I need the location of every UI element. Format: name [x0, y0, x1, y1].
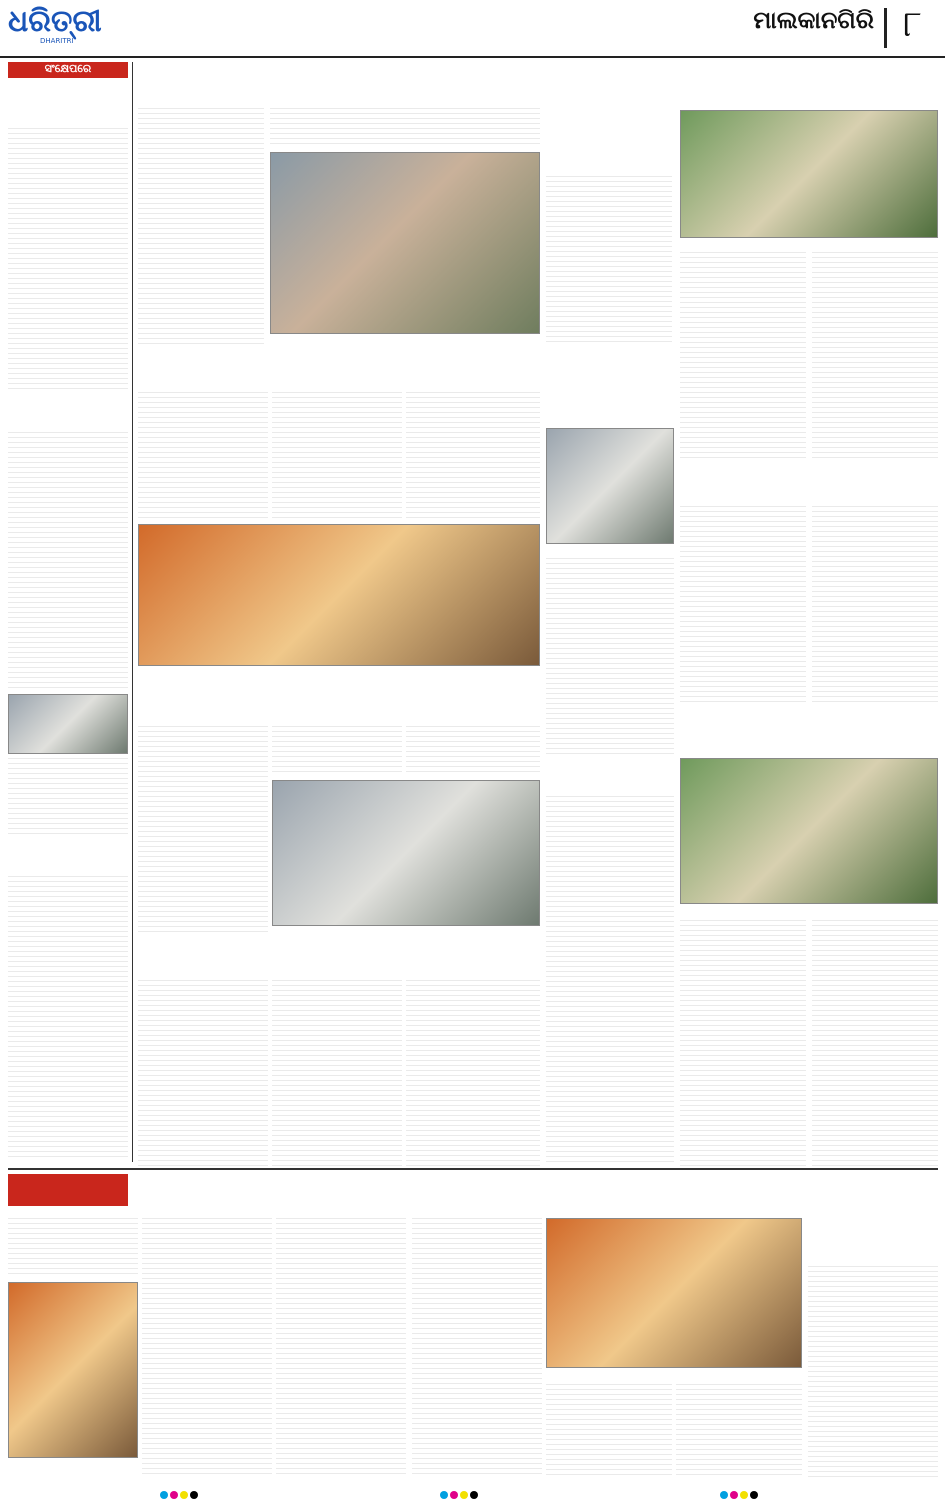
hatu-article-body-3	[276, 1218, 406, 1478]
left-article-2-body	[8, 432, 128, 692]
left-article-3-body	[8, 876, 128, 1160]
hatu-photo-caption	[8, 1459, 138, 1471]
yellow-mark	[460, 1491, 468, 1499]
newspaper-logo-sub: DHARITRI	[40, 37, 74, 45]
left-article-2-continued	[8, 758, 128, 838]
shahid-article-body-1	[138, 726, 268, 936]
black-mark	[190, 1491, 198, 1499]
ajana-article-body	[546, 558, 674, 758]
balimela-article-body-2	[546, 1384, 672, 1478]
cyan-mark	[440, 1491, 448, 1499]
lead-headline	[138, 62, 674, 104]
black-mark	[750, 1491, 758, 1499]
hatu-abastha-headline	[134, 1174, 406, 1214]
swachhata-photo-icon	[680, 758, 938, 904]
balimela-article-body-3	[676, 1384, 802, 1478]
shahid-photo-caption	[272, 927, 540, 939]
mati-article-body-1	[138, 392, 268, 522]
five-demands-label	[546, 152, 672, 172]
page-number: ୮	[903, 4, 922, 45]
panchayat-headline	[680, 462, 938, 504]
balimela-photo-icon	[546, 1218, 802, 1368]
mati-sangraha-headline	[138, 352, 538, 388]
panchayat-article-body-2	[812, 506, 938, 706]
development-meeting-headline	[680, 62, 938, 108]
hatu-photo-icon	[8, 1282, 138, 1458]
hatu-article-body-2	[142, 1218, 272, 1478]
district-name: ମାଲକାନଗିରି	[753, 6, 874, 34]
balimela-article-body-1	[412, 1218, 542, 1478]
lead-article-body-left	[138, 108, 264, 344]
krushak-article-body-3	[406, 980, 540, 1166]
section-label: ସଂକ୍ଷେପରେ	[8, 62, 128, 78]
lead-article-body-top	[270, 108, 540, 148]
krushak-article-body-1	[138, 980, 268, 1166]
black-mark	[470, 1491, 478, 1499]
mati-article-body-2	[272, 392, 402, 522]
swachhata-padayatra-headline	[546, 760, 674, 794]
bottom-section-divider	[8, 1168, 938, 1170]
puja-article-body	[808, 1266, 938, 1478]
registration-marks-left	[160, 1484, 220, 1494]
cyan-mark	[720, 1491, 728, 1499]
ajana-photo-icon	[546, 428, 674, 544]
column-divider	[132, 62, 133, 1162]
yellow-mark	[740, 1491, 748, 1499]
magenta-mark	[730, 1491, 738, 1499]
ajana-roga-headline	[546, 382, 674, 426]
dateline	[8, 47, 308, 58]
meeting-article-body-1	[680, 252, 806, 458]
krushak-article-body-2	[272, 980, 402, 1166]
left-photo-icon	[8, 694, 128, 754]
balimela-ratha-headline	[412, 1174, 938, 1214]
shahid-smruti-headline	[138, 686, 538, 722]
mati-photo-icon	[138, 524, 540, 666]
puja-samardhana-headline	[808, 1218, 938, 1262]
panchayat-article-body-1	[680, 506, 806, 706]
swachhata-headline	[680, 714, 938, 754]
magenta-mark	[450, 1491, 458, 1499]
mati-article-body-3	[406, 392, 540, 522]
left-headline-1	[8, 82, 128, 126]
swachhata-article-body-1	[680, 920, 806, 1166]
registration-marks-center	[440, 1484, 500, 1494]
left-headline-2	[8, 394, 128, 430]
meeting-photo-icon	[680, 110, 938, 238]
swachhata-article-body-2	[812, 920, 938, 1166]
balimela-photo-caption	[546, 1369, 802, 1381]
lead-photo-caption	[270, 334, 540, 346]
lead-article-body-right	[546, 176, 672, 344]
lead-photo-icon	[270, 152, 540, 334]
krushak-ratha-headline	[138, 940, 538, 976]
left-article-1-body	[8, 128, 128, 390]
shahid-article-body-2	[272, 726, 402, 776]
shahid-photo-icon	[272, 780, 540, 926]
ajana-photo-caption	[546, 545, 674, 557]
kutuluguda-tag	[8, 1174, 128, 1206]
swachhata-padayatra-body	[546, 796, 674, 1166]
magenta-mark	[170, 1491, 178, 1499]
left-headline-3	[8, 840, 128, 874]
shahid-article-body-3	[406, 726, 540, 776]
swachhata-photo-caption	[680, 905, 938, 917]
hatu-article-body-1	[8, 1218, 138, 1278]
cyan-mark	[160, 1491, 168, 1499]
meeting-article-body-2	[812, 252, 938, 458]
yellow-mark	[180, 1491, 188, 1499]
meeting-photo-caption	[680, 239, 938, 251]
page-number-divider	[884, 8, 887, 48]
newspaper-logo: ଧରିତ୍ରୀ	[8, 4, 102, 39]
registration-marks-right	[720, 1484, 780, 1494]
mati-photo-caption	[138, 667, 540, 679]
